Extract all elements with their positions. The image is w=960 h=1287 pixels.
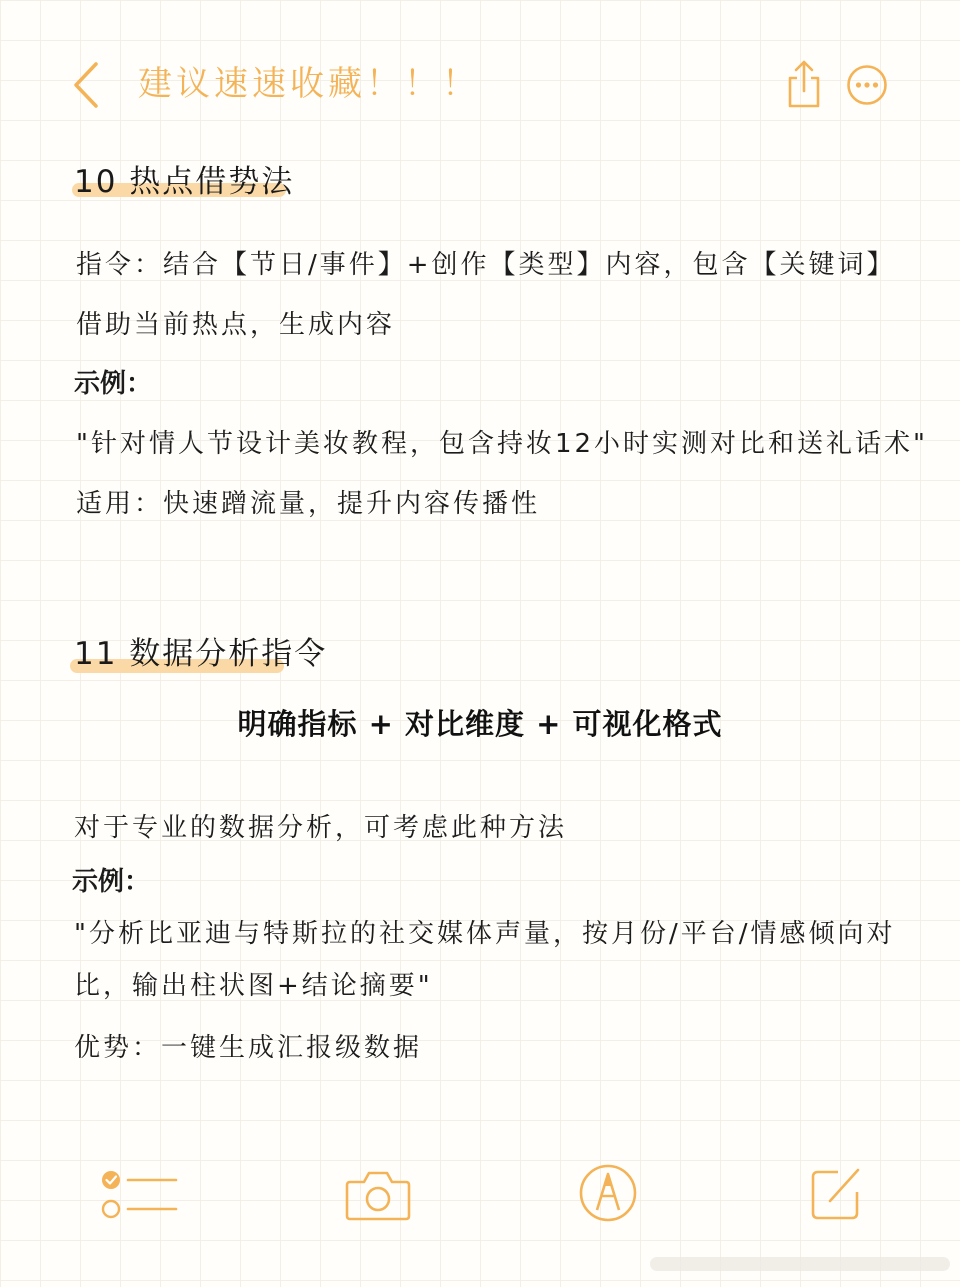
compose-button[interactable] xyxy=(808,1164,864,1222)
share-button[interactable] xyxy=(784,58,824,110)
section-11-heading: 11 数据分析指令 xyxy=(74,636,328,672)
note-title: 建议速速收藏！！！ xyxy=(138,64,480,104)
chevron-left-icon xyxy=(66,58,110,112)
section-10-instruction-line-2: 借助当前热点，生成内容 xyxy=(76,310,396,340)
section-10-example-text: "针对情人节设计美妆教程，包含持妆12小时实测对比和送礼话术" xyxy=(76,429,929,459)
camera-button[interactable] xyxy=(344,1166,412,1222)
camera-icon xyxy=(344,1166,412,1222)
section-10-instruction-line-1: 指令：结合【节日/事件】+创作【类型】内容，包含【关键词】 xyxy=(76,250,896,280)
section-11-example-line-1: "分析比亚迪与特斯拉的社交媒体声量，按月份/平台/情感倾向对 xyxy=(74,919,896,949)
top-nav-bar xyxy=(0,0,960,160)
section-11-example-line-2: 比，输出柱状图+结论摘要" xyxy=(74,971,433,1001)
share-icon xyxy=(784,58,824,110)
checklist-button[interactable] xyxy=(98,1168,180,1224)
section-11-example-label: 示例： xyxy=(72,867,151,897)
markup-button[interactable] xyxy=(578,1162,638,1224)
checklist-icon xyxy=(98,1168,180,1224)
section-10-usage: 适用：快速蹭流量，提升内容传播性 xyxy=(76,489,541,519)
section-11-intro: 对于专业的数据分析，可考虑此种方法 xyxy=(74,813,568,843)
section-11-formula: 明确指标 + 对比维度 + 可视化格式 xyxy=(237,707,723,741)
section-10-example-label: 示例： xyxy=(74,369,153,399)
compose-icon xyxy=(808,1164,864,1222)
ellipsis-circle-icon xyxy=(846,64,888,106)
section-11-advantage: 优势：一键生成汇报级数据 xyxy=(74,1033,423,1063)
section-10-heading: 10 热点借势法 xyxy=(74,164,295,200)
watermark xyxy=(640,1243,960,1283)
more-button[interactable] xyxy=(846,64,888,106)
back-button[interactable] xyxy=(66,58,110,112)
pen-markup-icon xyxy=(578,1162,638,1224)
